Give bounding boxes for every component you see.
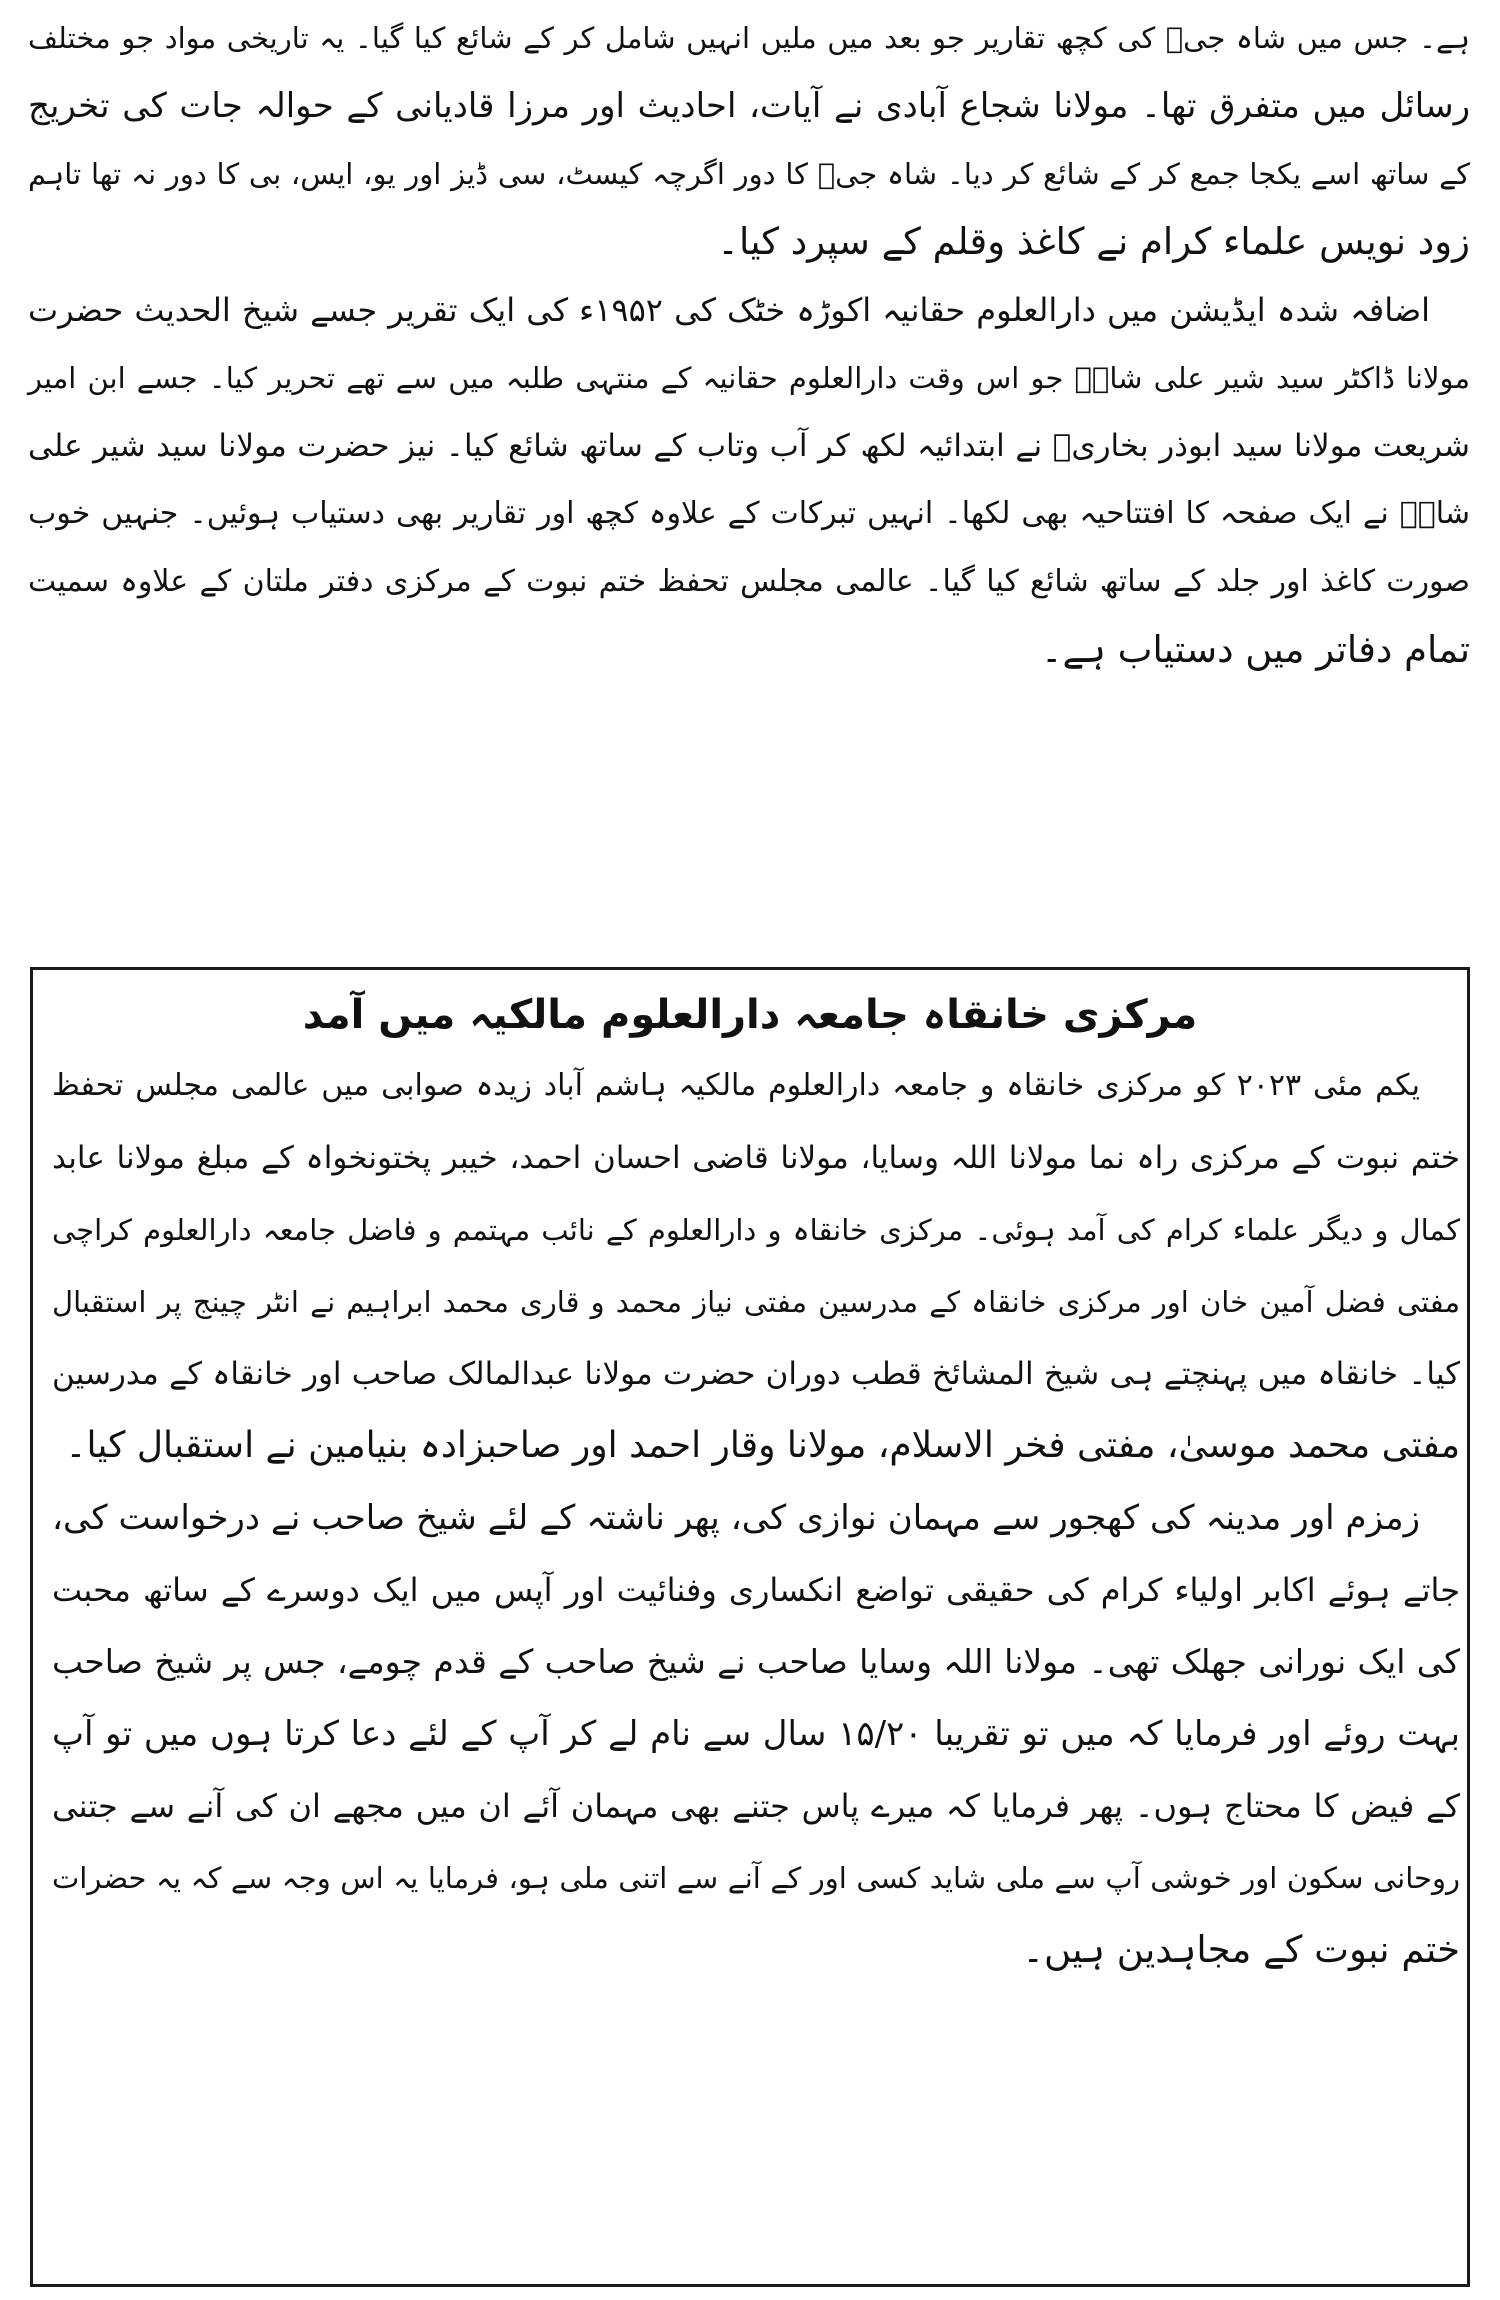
paragraph-line: کی ایک نورانی جھلک تھی۔ مولانا اللہ وسایا صاحب نے شیخ صاحب کے قدم چومے، جس پر شیخ صاحب bbox=[52, 1642, 1460, 1681]
paragraph-line: کمال و دیگر علماء کرام کی آمد ہوئی۔ مرکزی خانقاہ و دارالعلوم کے نائب مہتمم و فاضل جامعہ دارالعلوم کراچی bbox=[52, 1213, 1460, 1247]
paragraph-line: اضافہ شدہ ایڈیشن میں دارالعلوم حقانیہ اکوڑہ خٹک کی ۱۹۵۲ء کی ایک تقریر جسے شیخ الحدیث حضرت bbox=[28, 291, 1431, 329]
paragraph-line: کیا۔ خانقاہ میں پہنچتے ہی شیخ المشائخ قطب دوران حضرت مولانا عبدالمالک صاحب اور خانقاہ کے مدرسین bbox=[52, 1356, 1460, 1392]
paragraph-line: شریعت مولانا سید ابوذر بخاریؒ نے ابتدائیہ لکھ کر آب وتاب کے ساتھ شائع کیا۔ نیز حضرت مولانا سید شیر علی bbox=[28, 428, 1470, 464]
paragraph-line: تمام دفاتر میں دستیاب ہے۔ bbox=[1040, 628, 1470, 671]
paragraph-line: مفتی فضل آمین خان اور مرکزی خانقاہ کے مدرسین مفتی نیاز محمد و قاری محمد ابراہیم نے انٹر چینج پر استقبال bbox=[52, 1285, 1460, 1319]
paragraph-line: زمزم اور مدینہ کی کھجور سے مہمان نوازی کی، پھر ناشتہ کے لئے شیخ صاحب نے درخواست کی، bbox=[52, 1498, 1420, 1538]
paragraph-line: ہے۔ جس میں شاہ جیؒ کی کچھ تقاریر جو بعد میں ملیں انہیں شامل کر کے شائع کیا گیا۔ یہ تاریخی مواد جو مختلف bbox=[28, 21, 1470, 55]
paragraph-line: مولانا ڈاکٹر سید شیر علی شاہؒ جو اس وقت دارالعلوم حقانیہ کے منتہی طلبہ میں سے تھے تحریر کیا۔ جسے ابن امیر bbox=[28, 361, 1470, 395]
paragraph-line: یکم مئی ۲۰۲۳ کو مرکزی خانقاہ و جامعہ دارالعلوم مالکیہ ہاشم آباد زیدہ صوابی میں عالمی مجلس تحفظ bbox=[52, 1068, 1420, 1103]
paragraph-line: جاتے ہوئے اکابر اولیاء کرام کی حقیقی تواضع انکساری وفنائیت اور آپس میں ایک دوسرے کے ساتھ محبت bbox=[52, 1571, 1460, 1609]
paragraph-line: کے ساتھ اسے یکجا جمع کر کے شائع کر دیا۔ شاہ جیؒ کا دور اگرچہ کیسٹ، سی ڈیز اور یو، ایس، بی کا دور نہ تھا تاہم bbox=[28, 157, 1470, 191]
paragraph-line: ختم نبوت کے مجاہدین ہیں۔ bbox=[1022, 1928, 1460, 1971]
paragraph-line: بہت روئے اور فرمایا کہ میں تو تقریبا ۱۵/۲۰ سال سے نام لے کر آپ کے لئے دعا کرتا ہوں میں تو آپ bbox=[52, 1714, 1460, 1754]
paragraph-line: روحانی سکون اور خوشی آپ سے ملی شاید کسی اور کے آنے سے اتنی ملی ہو، فرمایا یہ اس وجہ سے کہ یہ حضرات bbox=[52, 1861, 1460, 1895]
paragraph-line: مفتی محمد موسیٰ، مفتی فخر الاسلام، مولانا وقار احمد اور صاحبزادہ بنیامین نے استقبال کیا۔ bbox=[65, 1425, 1460, 1466]
paragraph-line: شاہؒ نے ایک صفحہ کا افتتاحیہ بھی لکھا۔ انہیں تبرکات کے علاوہ کچھ اور تقاریر بھی دستیاب ہوئیں۔ جنہیں خوب bbox=[28, 496, 1470, 531]
paragraph-line: ختم نبوت کے مرکزی راہ نما مولانا اللہ وسایا، مولانا قاضی احسان احمد، خیبر پختونخواہ کے مبلغ مولانا عابد bbox=[52, 1140, 1460, 1176]
paragraph-line: کے فیض کا محتاج ہوں۔ پھر فرمایا کہ میرے پاس جتنے بھی مہمان آئے ان میں مجھے ان کی آنے سے جتنی bbox=[52, 1787, 1460, 1825]
paragraph-line: صورت کاغذ اور جلد کے ساتھ شائع کیا گیا۔ عالمی مجلس تحفظ ختم نبوت کے مرکزی دفتر ملتان کے علاوہ سمیت bbox=[28, 564, 1470, 599]
paragraph-line: رسائل میں متفرق تھا۔ مولانا شجاع آبادی نے آیات، احادیث اور مرزا قادیانی کے حوالہ جات کی تخریج bbox=[28, 86, 1470, 126]
paragraph-line: زود نویس علماء کرام نے کاغذ وقلم کے سپرد کیا۔ bbox=[717, 220, 1470, 263]
news-box-title: مرکزی خانقاہ جامعہ دارالعلوم مالکیہ میں آمد bbox=[302, 992, 1198, 1038]
